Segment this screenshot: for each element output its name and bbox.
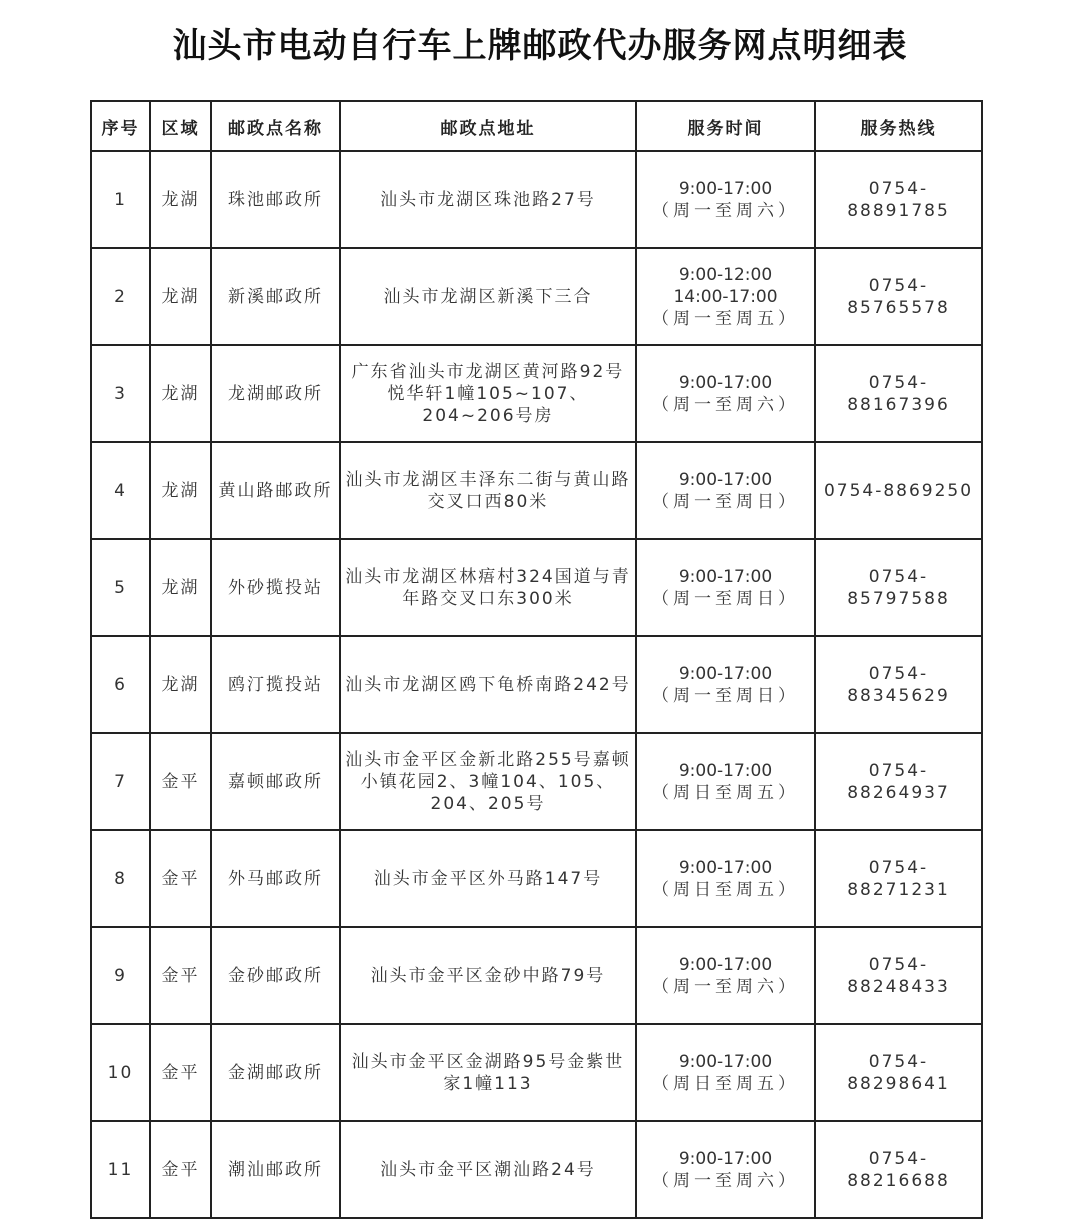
cell-hours [636, 539, 815, 636]
cell-district: 龙湖 [150, 345, 211, 442]
cell-address: 广东省汕头市龙湖区黄河路92号悦华轩1幢105~107、204~206号房 [340, 345, 636, 442]
cell-hours [636, 442, 815, 539]
hours-days: （周一至周五） [652, 308, 799, 329]
cell-name: 新溪邮政所 [211, 248, 340, 345]
table-row [91, 927, 982, 1024]
hours-time: 9:00-17:00 [678, 954, 773, 975]
cell-hours [636, 248, 815, 345]
cell-district: 金平 [150, 1121, 211, 1218]
cell-no: 3 [91, 345, 150, 442]
hours-time: 9:00-17:00 [678, 566, 773, 587]
cell-no: 5 [91, 539, 150, 636]
cell-name: 珠池邮政所 [211, 151, 340, 248]
hours-days: （周一至周六） [652, 200, 799, 221]
cell-no: 7 [91, 733, 150, 830]
hours-time: 9:00-17:00 [678, 1051, 773, 1072]
table-row [91, 151, 982, 248]
cell-name: 金湖邮政所 [211, 1024, 340, 1121]
hours-days: （周一至周六） [652, 976, 799, 997]
cell-phone: 0754-88345629 [815, 636, 982, 733]
hours-time: 14:00-17:00 [673, 286, 778, 307]
header-address: 邮政点地址 [340, 101, 636, 151]
cell-name: 嘉顿邮政所 [211, 733, 340, 830]
cell-district: 龙湖 [150, 442, 211, 539]
table-row [91, 442, 982, 539]
post-office-table [90, 100, 983, 1219]
cell-district: 龙湖 [150, 248, 211, 345]
cell-name: 外砂揽投站 [211, 539, 340, 636]
header-phone: 服务热线 [815, 101, 982, 151]
cell-district: 金平 [150, 1024, 211, 1121]
table-row [91, 1121, 982, 1218]
cell-no: 8 [91, 830, 150, 927]
cell-address: 汕头市金平区外马路147号 [340, 830, 636, 927]
hours-time: 9:00-17:00 [678, 178, 773, 199]
cell-address: 汕头市金平区金砂中路79号 [340, 927, 636, 1024]
cell-no: 2 [91, 248, 150, 345]
cell-address: 汕头市龙湖区林痦村324国道与青年路交叉口东300米 [340, 539, 636, 636]
cell-district: 龙湖 [150, 636, 211, 733]
header-hours: 服务时间 [636, 101, 815, 151]
cell-name: 潮汕邮政所 [211, 1121, 340, 1218]
cell-district: 龙湖 [150, 151, 211, 248]
cell-name: 金砂邮政所 [211, 927, 340, 1024]
header-district: 区域 [150, 101, 211, 151]
cell-name: 龙湖邮政所 [211, 345, 340, 442]
hours-days: （周一至周六） [652, 394, 799, 415]
cell-phone: 0754-88248433 [815, 927, 982, 1024]
table-header-row [91, 101, 982, 151]
cell-no: 9 [91, 927, 150, 1024]
hours-days: （周一至周日） [652, 491, 799, 512]
table-row [91, 248, 982, 345]
cell-phone: 0754-88264937 [815, 733, 982, 830]
cell-phone: 0754-88891785 [815, 151, 982, 248]
table-row [91, 733, 982, 830]
cell-hours [636, 733, 815, 830]
cell-name: 黄山路邮政所 [211, 442, 340, 539]
header-no: 序号 [91, 101, 150, 151]
page-title: 汕头市电动自行车上牌邮政代办服务网点明细表 [172, 26, 908, 66]
table-row [91, 636, 982, 733]
table-row [91, 539, 982, 636]
hours-time: 9:00-17:00 [678, 857, 773, 878]
cell-hours [636, 927, 815, 1024]
cell-address: 汕头市龙湖区珠池路27号 [340, 151, 636, 248]
cell-phone: 0754-88216688 [815, 1121, 982, 1218]
cell-phone: 0754-88167396 [815, 345, 982, 442]
hours-days: （周日至周五） [652, 782, 799, 803]
hours-time: 9:00-17:00 [678, 1148, 773, 1169]
table-row [91, 1024, 982, 1121]
cell-no: 10 [91, 1024, 150, 1121]
table-row [91, 830, 982, 927]
cell-address: 汕头市龙湖区鸥下龟桥南路242号 [340, 636, 636, 733]
cell-no: 6 [91, 636, 150, 733]
hours-time: 9:00-12:00 [678, 264, 773, 285]
cell-phone: 0754-88271231 [815, 830, 982, 927]
cell-address: 汕头市金平区金湖路95号金紫世家1幢113 [340, 1024, 636, 1121]
cell-district: 龙湖 [150, 539, 211, 636]
cell-district: 金平 [150, 927, 211, 1024]
cell-name: 鸥汀揽投站 [211, 636, 340, 733]
cell-name: 外马邮政所 [211, 830, 340, 927]
cell-address: 汕头市金平区金新北路255号嘉顿小镇花园2、3幢104、105、204、205号 [340, 733, 636, 830]
cell-hours [636, 636, 815, 733]
header-name: 邮政点名称 [211, 101, 340, 151]
cell-district: 金平 [150, 733, 211, 830]
cell-hours [636, 151, 815, 248]
hours-time: 9:00-17:00 [678, 372, 773, 393]
hours-days: （周一至周日） [652, 588, 799, 609]
cell-phone: 0754-85765578 [815, 248, 982, 345]
cell-hours [636, 1121, 815, 1218]
hours-time: 9:00-17:00 [678, 469, 773, 490]
cell-hours [636, 1024, 815, 1121]
cell-phone: 0754-8869250 [815, 442, 982, 539]
hours-days: （周一至周日） [652, 685, 799, 706]
hours-time: 9:00-17:00 [678, 663, 773, 684]
cell-address: 汕头市龙湖区丰泽东二街与黄山路交叉口西80米 [340, 442, 636, 539]
cell-address: 汕头市金平区潮汕路24号 [340, 1121, 636, 1218]
cell-no: 4 [91, 442, 150, 539]
cell-address: 汕头市龙湖区新溪下三合 [340, 248, 636, 345]
hours-days: （周日至周五） [652, 1073, 799, 1094]
hours-days: （周一至周六） [652, 1170, 799, 1191]
cell-district: 金平 [150, 830, 211, 927]
cell-phone: 0754-85797588 [815, 539, 982, 636]
cell-hours [636, 830, 815, 927]
cell-phone: 0754-88298641 [815, 1024, 982, 1121]
cell-no: 1 [91, 151, 150, 248]
hours-time: 9:00-17:00 [678, 760, 773, 781]
hours-days: （周日至周五） [652, 879, 799, 900]
cell-hours [636, 345, 815, 442]
table-row [91, 345, 982, 442]
cell-no: 11 [91, 1121, 150, 1218]
